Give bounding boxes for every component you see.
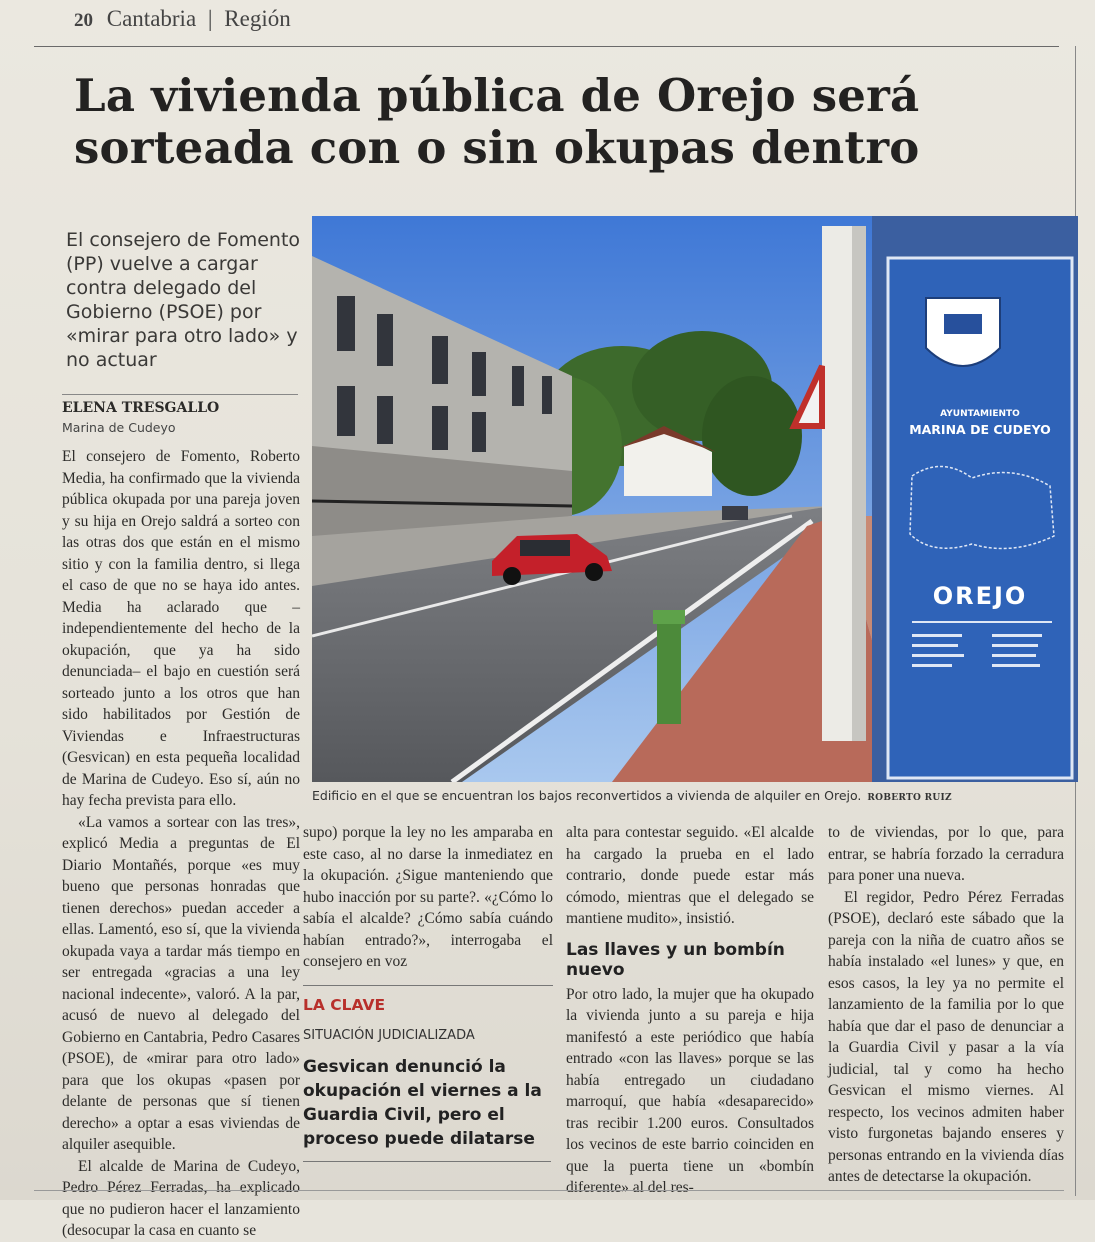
paragraph: supo) porque la ley no les amparaba en este caso, al no darse la inmediatez en la okupación. ¿Sigue manteniendo que hubo inacción por su parte?. «¿Cómo lo sabía el alcalde? ¿Cómo sabía cuándo habían entrado?», interrogaba el consejero en voz bbox=[303, 824, 553, 970]
section-name: Cantabria bbox=[106, 6, 197, 31]
photo-credit: ROBERTO RUIZ bbox=[867, 793, 952, 803]
article-column-1 bbox=[62, 446, 300, 1242]
paragraph: «La vamos a sortear con las tres», explicó Media a preguntas de El Diario Montañés, porque «es muy bueno que personas honradas que tienen derechos» puedan acceder a ellas. Lamentó, eso sí, que la vivienda okupada vaya a tardar más tiempo en ser entregada «gracias a una ley nacional indecente», valoró. A la par, acusó de nuevo al delegado del Gobierno en Cantabria, Pedro Casares (PSOE), de «mirar para otro lado» para que los okupas «pasen por delante de personas que sí tienen derecho» a optar a esas viviendas de alquiler asequible. bbox=[62, 813, 300, 1153]
bottom-rule bbox=[34, 1190, 1064, 1191]
paragraph: El alcalde de Marina de Cudeyo, Pedro Pérez Ferradas, ha explicado que no pudieron hacer el lanzamiento (desocupar la casa en cuanto se bbox=[62, 1157, 300, 1239]
page-folio bbox=[74, 6, 291, 32]
clave-label: LA CLAVE bbox=[303, 995, 386, 1014]
clave-bottom-rule bbox=[303, 1161, 551, 1162]
paragraph: alta para contestar seguido. «El alcalde ha cargado la prueba en el lado contrario, donde puede estar más cómodo, mientras que el delegado se mantiene mudito», insistió. bbox=[566, 824, 814, 927]
article-column-2 bbox=[303, 822, 553, 1162]
clave-top-rule bbox=[303, 985, 553, 986]
caption-text: Edificio en el que se encuentran los bajos reconvertidos a vivienda de alquiler en Orejo. bbox=[312, 788, 862, 803]
byline-divider bbox=[62, 394, 298, 395]
clave-kicker: SITUACIÓN JUDICIALIZADA bbox=[303, 1027, 475, 1043]
byline-place: Marina de Cudeyo bbox=[62, 420, 176, 435]
article-column-3 bbox=[566, 822, 814, 1199]
subsection-name: Región bbox=[224, 6, 291, 31]
folio-separator: | bbox=[207, 6, 213, 31]
sign-line-2: MARINA DE CUDEYO bbox=[909, 422, 1051, 437]
sign-line-1: AYUNTAMIENTO bbox=[940, 409, 1020, 419]
photo-caption bbox=[312, 788, 1072, 803]
byline-author: ELENA TRESGALLO bbox=[62, 400, 220, 416]
page-number: 20 bbox=[74, 10, 93, 31]
sign-place: OREJO bbox=[932, 582, 1028, 610]
clave-title: Gesvican denunció la okupación el viernes a la Guardia Civil, pero el proceso puede dilatarse bbox=[303, 1056, 542, 1149]
paragraph: Por otro lado, la mujer que ha okupado la vivienda junto a su pareja e hija manifestó a este periódico que había entrado «con las llaves» porque se las había entregado un ciudadano marroquí, que había «desaparecido» tras recibir 1.200 euros. Consultados los vecinos de este barrio coinciden en que la puerta tiene un «bombín diferente» al del res- bbox=[566, 985, 814, 1196]
paragraph: El consejero de Fomento, Roberto Media, ha confirmado que la vivienda pública okupada por una pareja joven y su hija en Orejo saldrá a sorteo con las otras dos que están en el mismo sitio y con la familia dentro, si llega el caso de que no se haya ido antes. Media ha aclarado que –independientemente del hecho de la okupación, que ya ha sido denunciada– el bajo en cuestión será sorteado junto a los otros que han sido habilitados por Gestión de Viviendas e Infraestructuras (Gesvican) en esta pequeña localidad de Marina de Cudeyo. Eso sí, aún no hay fecha prevista para ello. bbox=[62, 448, 300, 809]
subheading: Las llaves y un bombín nuevo bbox=[566, 939, 785, 980]
article-photo bbox=[312, 216, 1078, 782]
paragraph: to de viviendas, por lo que, para entrar, se habría forzado la cerradura para poner una nueva. bbox=[828, 824, 1064, 884]
headline: La vivienda pública de Orejo será sorteada con o sin okupas dentro bbox=[74, 69, 920, 174]
article-column-4 bbox=[828, 822, 1064, 1188]
paragraph: El regidor, Pedro Pérez Ferradas (PSOE), declaró este sábado que la pareja con la niña de cuatro años se había instalado «el lunes» y que, en esos casos, la ley ya no permite el lanzamiento de la familia por lo que había que dar el paso de denunciar a la Guardia Civil y pasar a la vía judicial, tal y como ha hecho Gesvican el mismo viernes. Al respecto, los vecinos admiten haber visto furgonetas bajando enseres y personas entrando en la vivienda días antes de detectarse la okupación. bbox=[828, 888, 1064, 1185]
top-rule bbox=[34, 46, 1059, 47]
deck-subtitle: El consejero de Fomento (PP) vuelve a cargar contra delegado del Gobierno (PSOE) por «mirar para otro lado» y no actuar bbox=[66, 229, 301, 371]
street-scene-image bbox=[312, 216, 1078, 782]
